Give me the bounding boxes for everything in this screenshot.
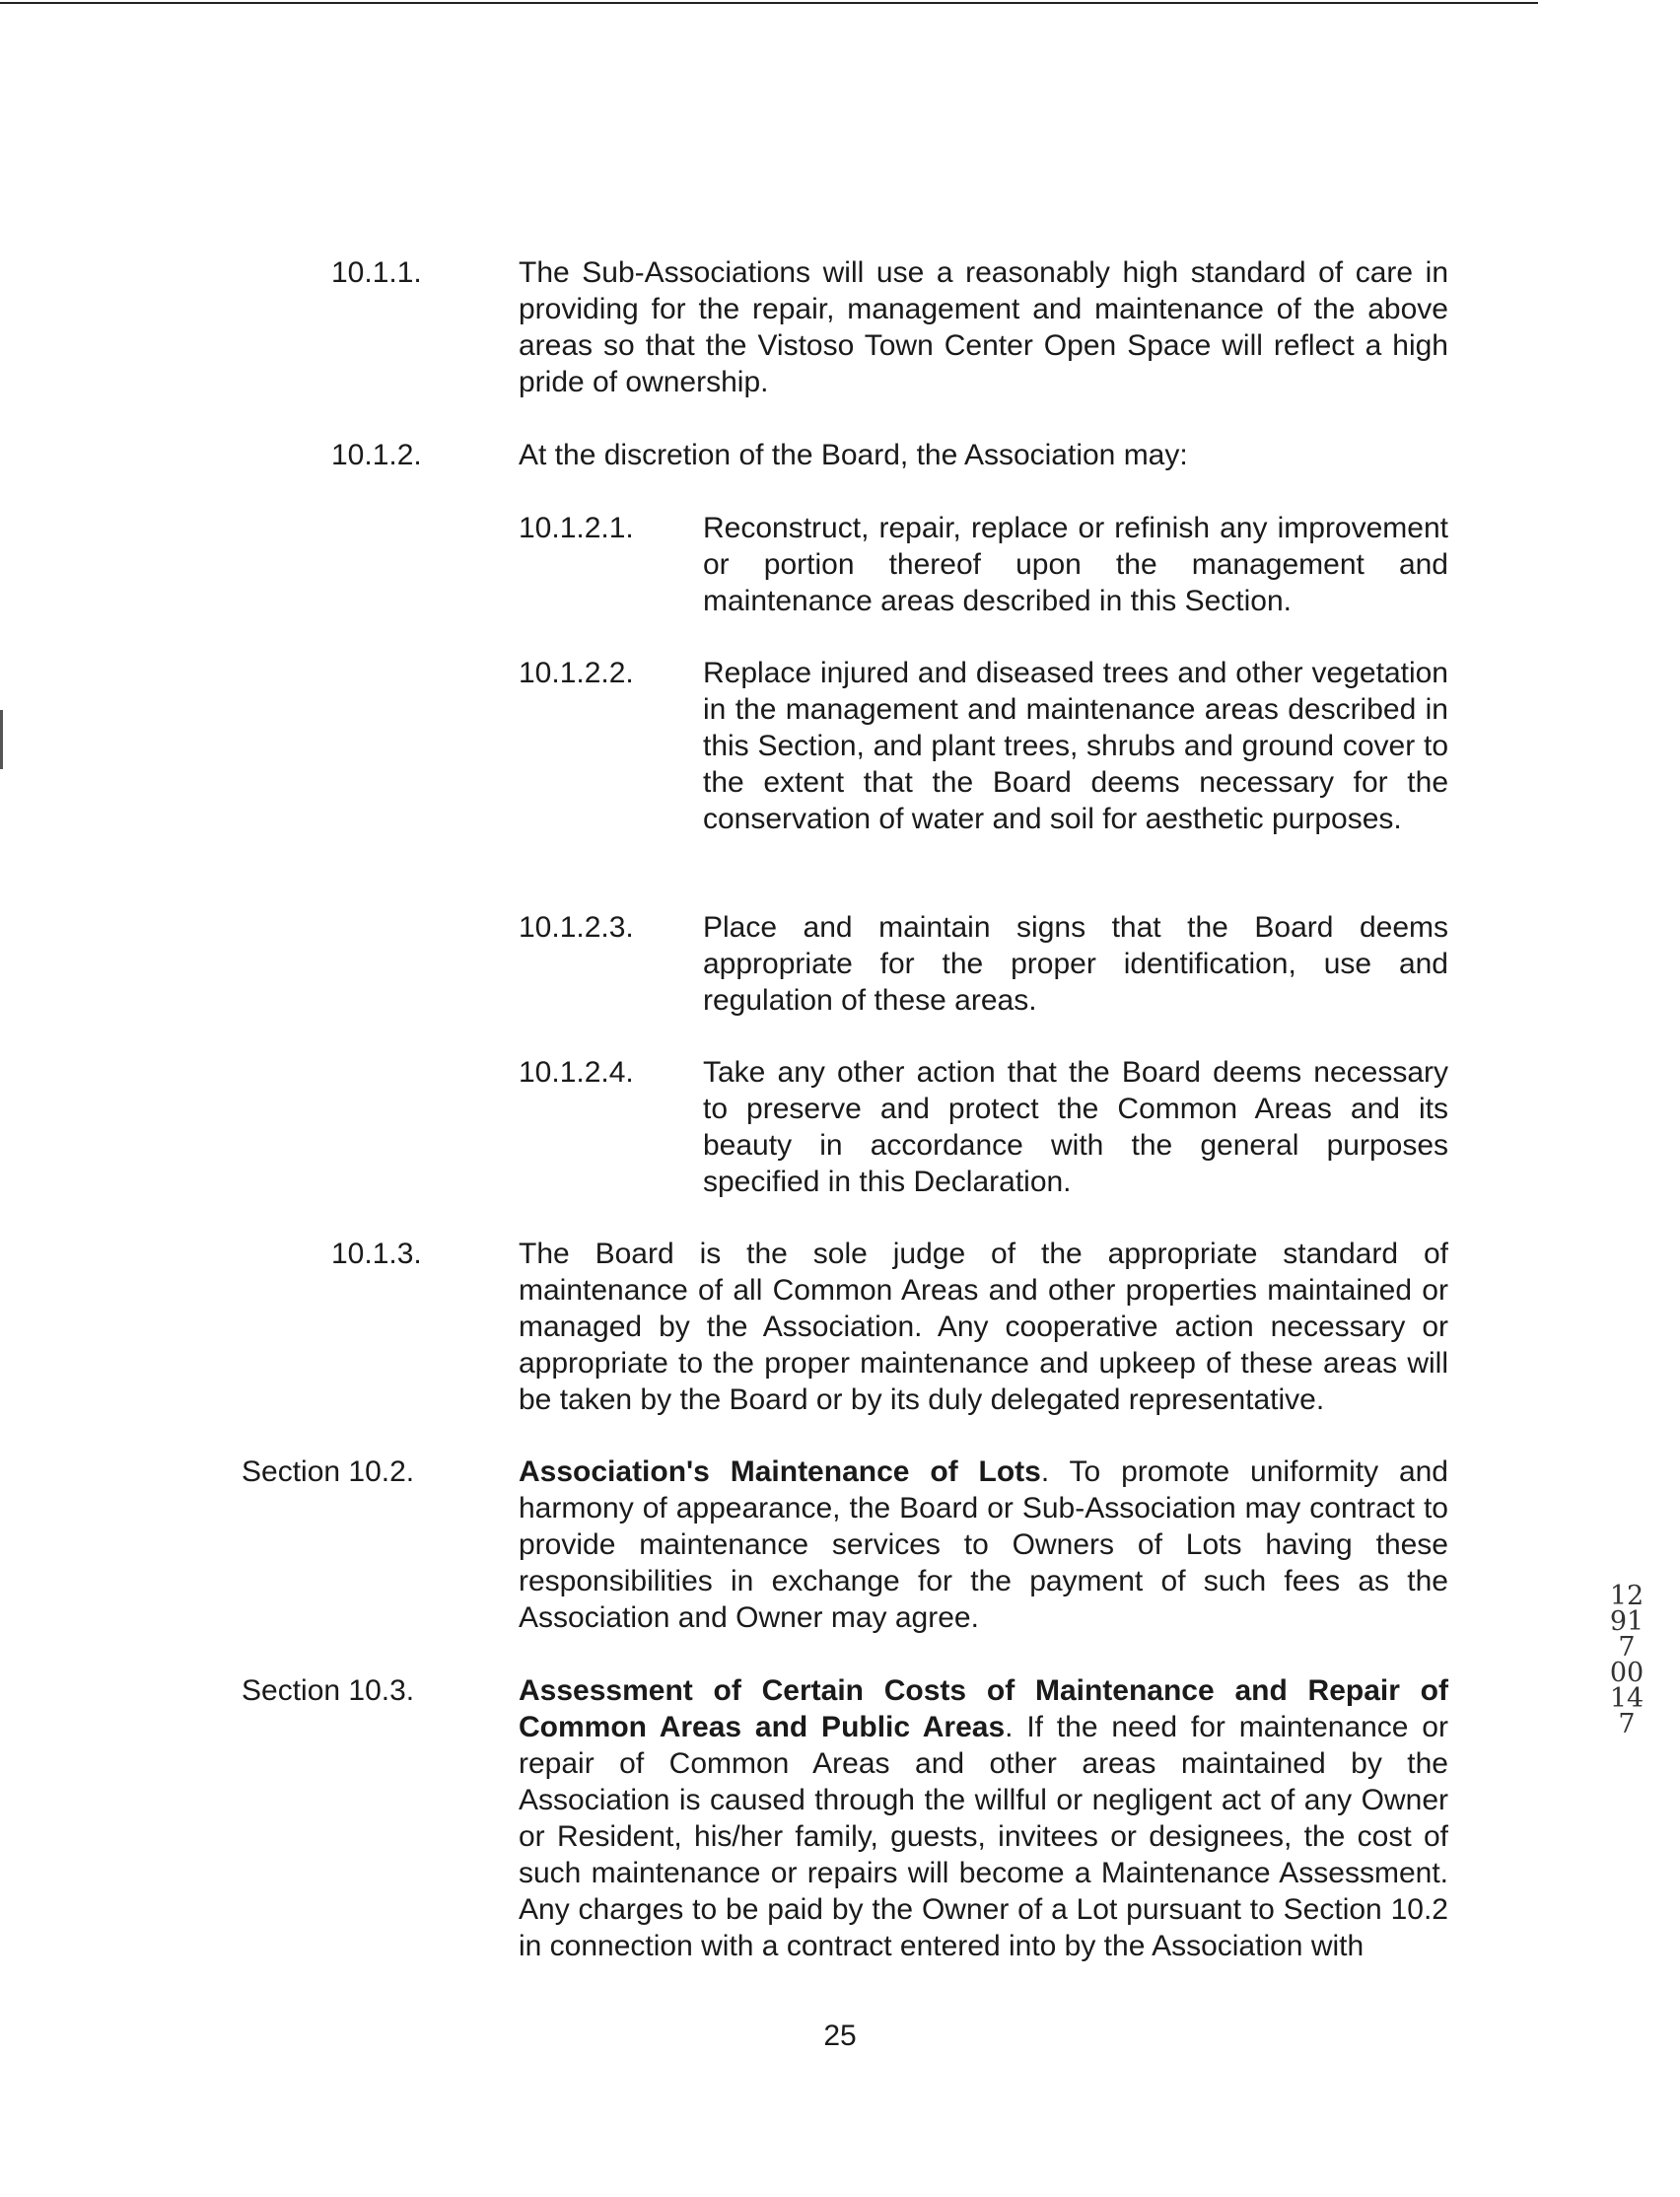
item-text: The Sub-Associations will use a reasonably high standard of care in providing for the repair, management and maintenance of the above areas so that the Vistoso Town Center Open Space will reflect a high pride of ownership. <box>519 256 1448 398</box>
section-heading: Association's Maintenance of Lots <box>519 1455 1041 1488</box>
item-number: 10.1.2. <box>331 439 422 471</box>
item-text: At the discretion of the Board, the Association may: <box>519 439 1188 471</box>
subitem-text: Take any other action that the Board deems necessary to preserve and protect the Common Areas and its beauty in accordance with the general purposes specified in this Declaration. <box>703 1056 1448 1198</box>
subitem-text: Reconstruct, repair, replace or refinish any improvement or portion thereof upon the management and maintenance areas described in this Section. <box>703 512 1448 617</box>
subitem-number: 10.1.2.3. <box>519 911 634 944</box>
subitem-text: Replace injured and diseased trees and other vegetation in the management and maintenance areas described in this Section, and plant trees, shrubs and ground cover to the extent that the Board deems necessary for the conservation of water and soil for aesthetic purposes. <box>703 657 1448 835</box>
page-number: 25 <box>823 2020 857 2052</box>
item-number: 10.1.3. <box>331 1238 422 1270</box>
subitem-number: 10.1.2.4. <box>519 1056 634 1089</box>
subitem-number: 10.1.2.2. <box>519 657 634 689</box>
section-paragraph <box>519 1672 1448 1964</box>
recording-stamp: 12917 00147 <box>1609 1581 1645 1739</box>
section-number: Section 10.3. <box>242 1674 415 1707</box>
top-border-line <box>0 2 1538 4</box>
item-text: The Board is the sole judge of the appropriate standard of maintenance of all Common Areas and other properties maintained or managed by the Association. Any cooperative action necessary or appropriate to the proper maintenance and upkeep of these areas will be taken by the Board or by its duly delegated representative. <box>519 1238 1448 1416</box>
section-paragraph <box>519 1453 1448 1636</box>
section-text: . If the need for maintenance or repair of Common Areas and other areas maintained by the Association is caused through the willful or negligent act of any Owner or Resident, his/her family, guests, invitees or designees, the cost of such maintenance or repairs will become a Maintenance Assessment. Any charges to be paid by the Owner of a Lot pursuant to Section 10.2 in connection with a contract entered into by the Association with <box>519 1711 1448 1962</box>
item-number: 10.1.1. <box>331 256 422 289</box>
section-heading: Assessment of Certain Costs of Maintenance and Repair of Common Areas and Public Areas <box>519 1674 1448 1743</box>
subitem-text: Place and maintain signs that the Board deems appropriate for the proper identification, use and regulation of these areas. <box>703 911 1448 1017</box>
subitem-number: 10.1.2.1. <box>519 512 634 544</box>
scan-edge-mark <box>0 710 3 769</box>
section-text: . To promote uniformity and harmony of appearance, the Board or Sub-Association may contract to provide maintenance services to Owners of Lots having these responsibilities in exchange for the payment of such fees as the Association and Owner may agree. <box>519 1455 1448 1634</box>
section-number: Section 10.2. <box>242 1455 415 1488</box>
